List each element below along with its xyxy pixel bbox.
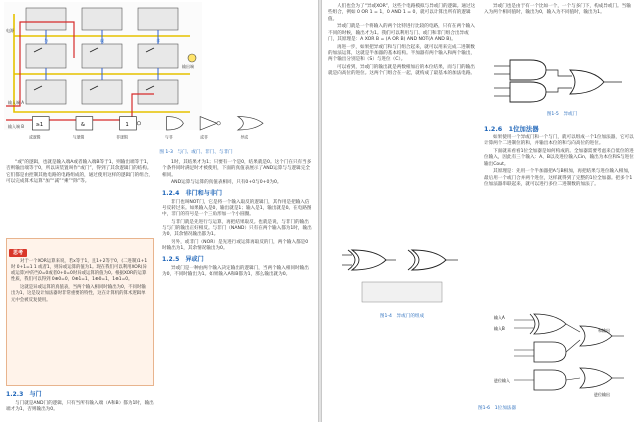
right-col2 (484, 4, 634, 18)
section-title: 1.2.4 非门和与非门 (162, 189, 223, 197)
adder-carry-in-label: 进位输入 (494, 378, 510, 383)
xor-composition-figure (342, 240, 462, 310)
not-gate-symbol (120, 117, 141, 130)
think-tag: 思考 (9, 249, 27, 257)
gate-label-0: 或逻辑 (29, 134, 41, 140)
section-title: 1.2.3 与门 (6, 391, 42, 398)
input-b-label: 输入端 B (8, 124, 25, 129)
paragraph: 异或门也是由于有一个比如一个，一个与多门下，构成异或门。当输入为两个相同值时，输出为0，输入为不同值时，输出为1。 (484, 4, 631, 16)
label-not: 非 (156, 38, 161, 43)
adder-input-a-label: 输入A (494, 315, 505, 320)
paragraph: 人们也会为了“异或XOR”，这些个电路模拟与异或门的逻辑。通过这些组合，例如 0 OR 1 = 1，0 AND 1 = 0，就可以计算出所有的逻辑值。 (328, 4, 476, 22)
label-and: 与 (44, 38, 49, 43)
gate-label-1: 与逻辑 (72, 134, 85, 140)
paragraph: 非门也叫NOT门，它是将一个输入取反的逻辑门，其作用是把输入信号反转过来。如果输入是0，输出就是1；输入是1，输出就是0。在电路图中，非门的符号是一个三角形加一个小圆圈。 (162, 199, 312, 218)
adder-carry-out-label: 进位输出 (594, 392, 610, 397)
paragraph: 异或门就是一个将输入的两个比特进行比较的电路，只有在两个输入不同的时候，输出才为1。我们可以利用与门、或门和非门组合出异或门，其原理是：A XOR B = (A OR B) AND NOT(A AND B)。 (328, 24, 475, 42)
paragraph: 再进一步，如果把异或门和与门组合起来，就可以用来完成二进制数的加法运算，这就是半加器的基本结构。半加器有两个输入和两个输出，两个输出分别是和（S）与进位（C）。 (328, 44, 476, 63)
gate-label-2: 非逻辑 (116, 134, 128, 140)
section-1-2-6 (484, 122, 634, 190)
svg-text:1: 1 (125, 121, 129, 128)
power-label: 电源 (6, 28, 14, 33)
svg-text:≥1: ≥1 (35, 121, 44, 128)
paragraph: 异或门是一种由两个输入决定输出的逻辑门，当两个输入相同时输出为0，不同时输出为1。如果输入A和B都为1，那么输出就为0。 (162, 265, 309, 278)
right-col1 (328, 4, 476, 79)
paragraph: 另外，或非门（NOR）是先进行或运算再取反的门，两个输入都是0时输出为1，其余情况输出为0。 (162, 240, 309, 252)
paragraph: 与非门就是先进行与运算，再把结果取反。也就是说，与非门的输出与与门的输出正好相反。与非门（NAND）只有在两个输入都为1时，输出为0，其余情况输出都为1。 (162, 219, 312, 238)
and-gate-symbol (76, 117, 93, 130)
gate-label-3: 与非 (164, 134, 173, 140)
xor-gate-figure (490, 50, 630, 106)
section-1-2-3 (6, 388, 154, 415)
input-a-label: 输入端 A (8, 100, 25, 105)
paragraph: 下面就来看看1位全加器是如何构成的。全加器需要考虑来自低位的进位输入，因此有三个输入：A、B以及进位输入Cin，输出为本位和S与进位输出Cout。 (484, 148, 634, 167)
think-box (6, 238, 154, 386)
adder-input-b-label: 输入B (494, 326, 505, 331)
adder-sum-label: 和输出 (598, 328, 610, 333)
svg-text:&: & (81, 121, 85, 128)
gate-label-5: 异或 (240, 134, 249, 140)
logic-gate-symbols (24, 112, 284, 148)
one-bit-adder-figure (494, 306, 630, 402)
paragraph: 其原理是：先用一个半加器把A与B相加，再把结果与进位输入相加，最后用一个或门合并两个进位，这样就得到了完整的1位全加器。把多个1位加法器串联起来，就可以进行多位二进制数的加法了。 (484, 169, 633, 187)
figure-caption-1-4: 图1-4 异或门的组成 (379, 314, 425, 319)
paragraph: “或”的逻辑，也就是输入端A或者输入端B等于1，则输出端等于1，否则输出端等于0，所以该装置叫作“或门”，得到了其余逻辑门的结构。它们都是由控制其他电路的电路组成的，通过使用这样的逻辑门的组合，可以完成算术运算“加”“减”“乘”“除”等。 (6, 160, 154, 184)
think-paragraph: 这就是异或运算的真值表，当两个输入相同时输出为0，不同时输出为1，这是设计加法器时非常重要的特性，这在计算机的算术逻辑单元中会被反复使用。 (11, 285, 146, 303)
paragraph: 1时，其结果才为1；只要有一个是0，结果就是0。这个门在只有当多个条件同时满足时才被使用，下面的真值表展示了AND运算与与逻辑完全相同。 (162, 160, 312, 178)
or-gate-symbol (32, 117, 49, 130)
gate-label-4: 或非 (200, 134, 208, 140)
section-title: 1.2.5 异或门 (162, 255, 204, 263)
figure-caption-1-5: 图1-5 异或门 (546, 112, 578, 117)
paragraph: 如果使用一个异或门和一个与门，就可以组成一个1位加法器，它可以计算两个二进制位的和，并输出本位的和与向高位的进位。 (484, 135, 634, 147)
paragraph: 与门就是AND门的逻辑，只有当所有输入端（A和B）都为1时，输出端才为1，否则输出为0。 (6, 401, 154, 413)
left-col1 (6, 160, 154, 187)
relay-circuit-diagram (4, 2, 202, 130)
section-title: 1.2.6 1位加法器 (484, 125, 539, 133)
output-label: 输出端 (182, 64, 194, 69)
left-col2 (162, 160, 312, 280)
label-or: 或 (100, 38, 105, 43)
paragraph: AND运算与运算的真值表相同，只有0+0与0+0为0。 (171, 180, 282, 186)
figure-caption-1-3: 图 1-3 与门、或门、非门、与非门 (159, 150, 233, 155)
right-page (322, 0, 640, 422)
paragraph: 可以看到，异或门的输出就是两数相加后的本位结果，而与门的输出就是向高位的进位。这两个门组合在一起，就构成了最基本的加法电路。 (328, 64, 476, 77)
figure-caption-1-6: 图1-6 1位加法器 (478, 406, 516, 411)
think-paragraph: 对于一个XOR运算来说，若x等于1，且1+2等于0，(二进制)1+1时 0+1=1 1 或者1，则异或运算的值为1。现在我们可以利用XOR(异或运算)中的当0=0或者0+0=0时异或运算的值为0。根据XOR的运算性质，我们可以得到 0⊕0=0，0⊕1=1，1⊕0=1，1⊕1=0。 (11, 259, 148, 283)
left-page (0, 0, 318, 422)
